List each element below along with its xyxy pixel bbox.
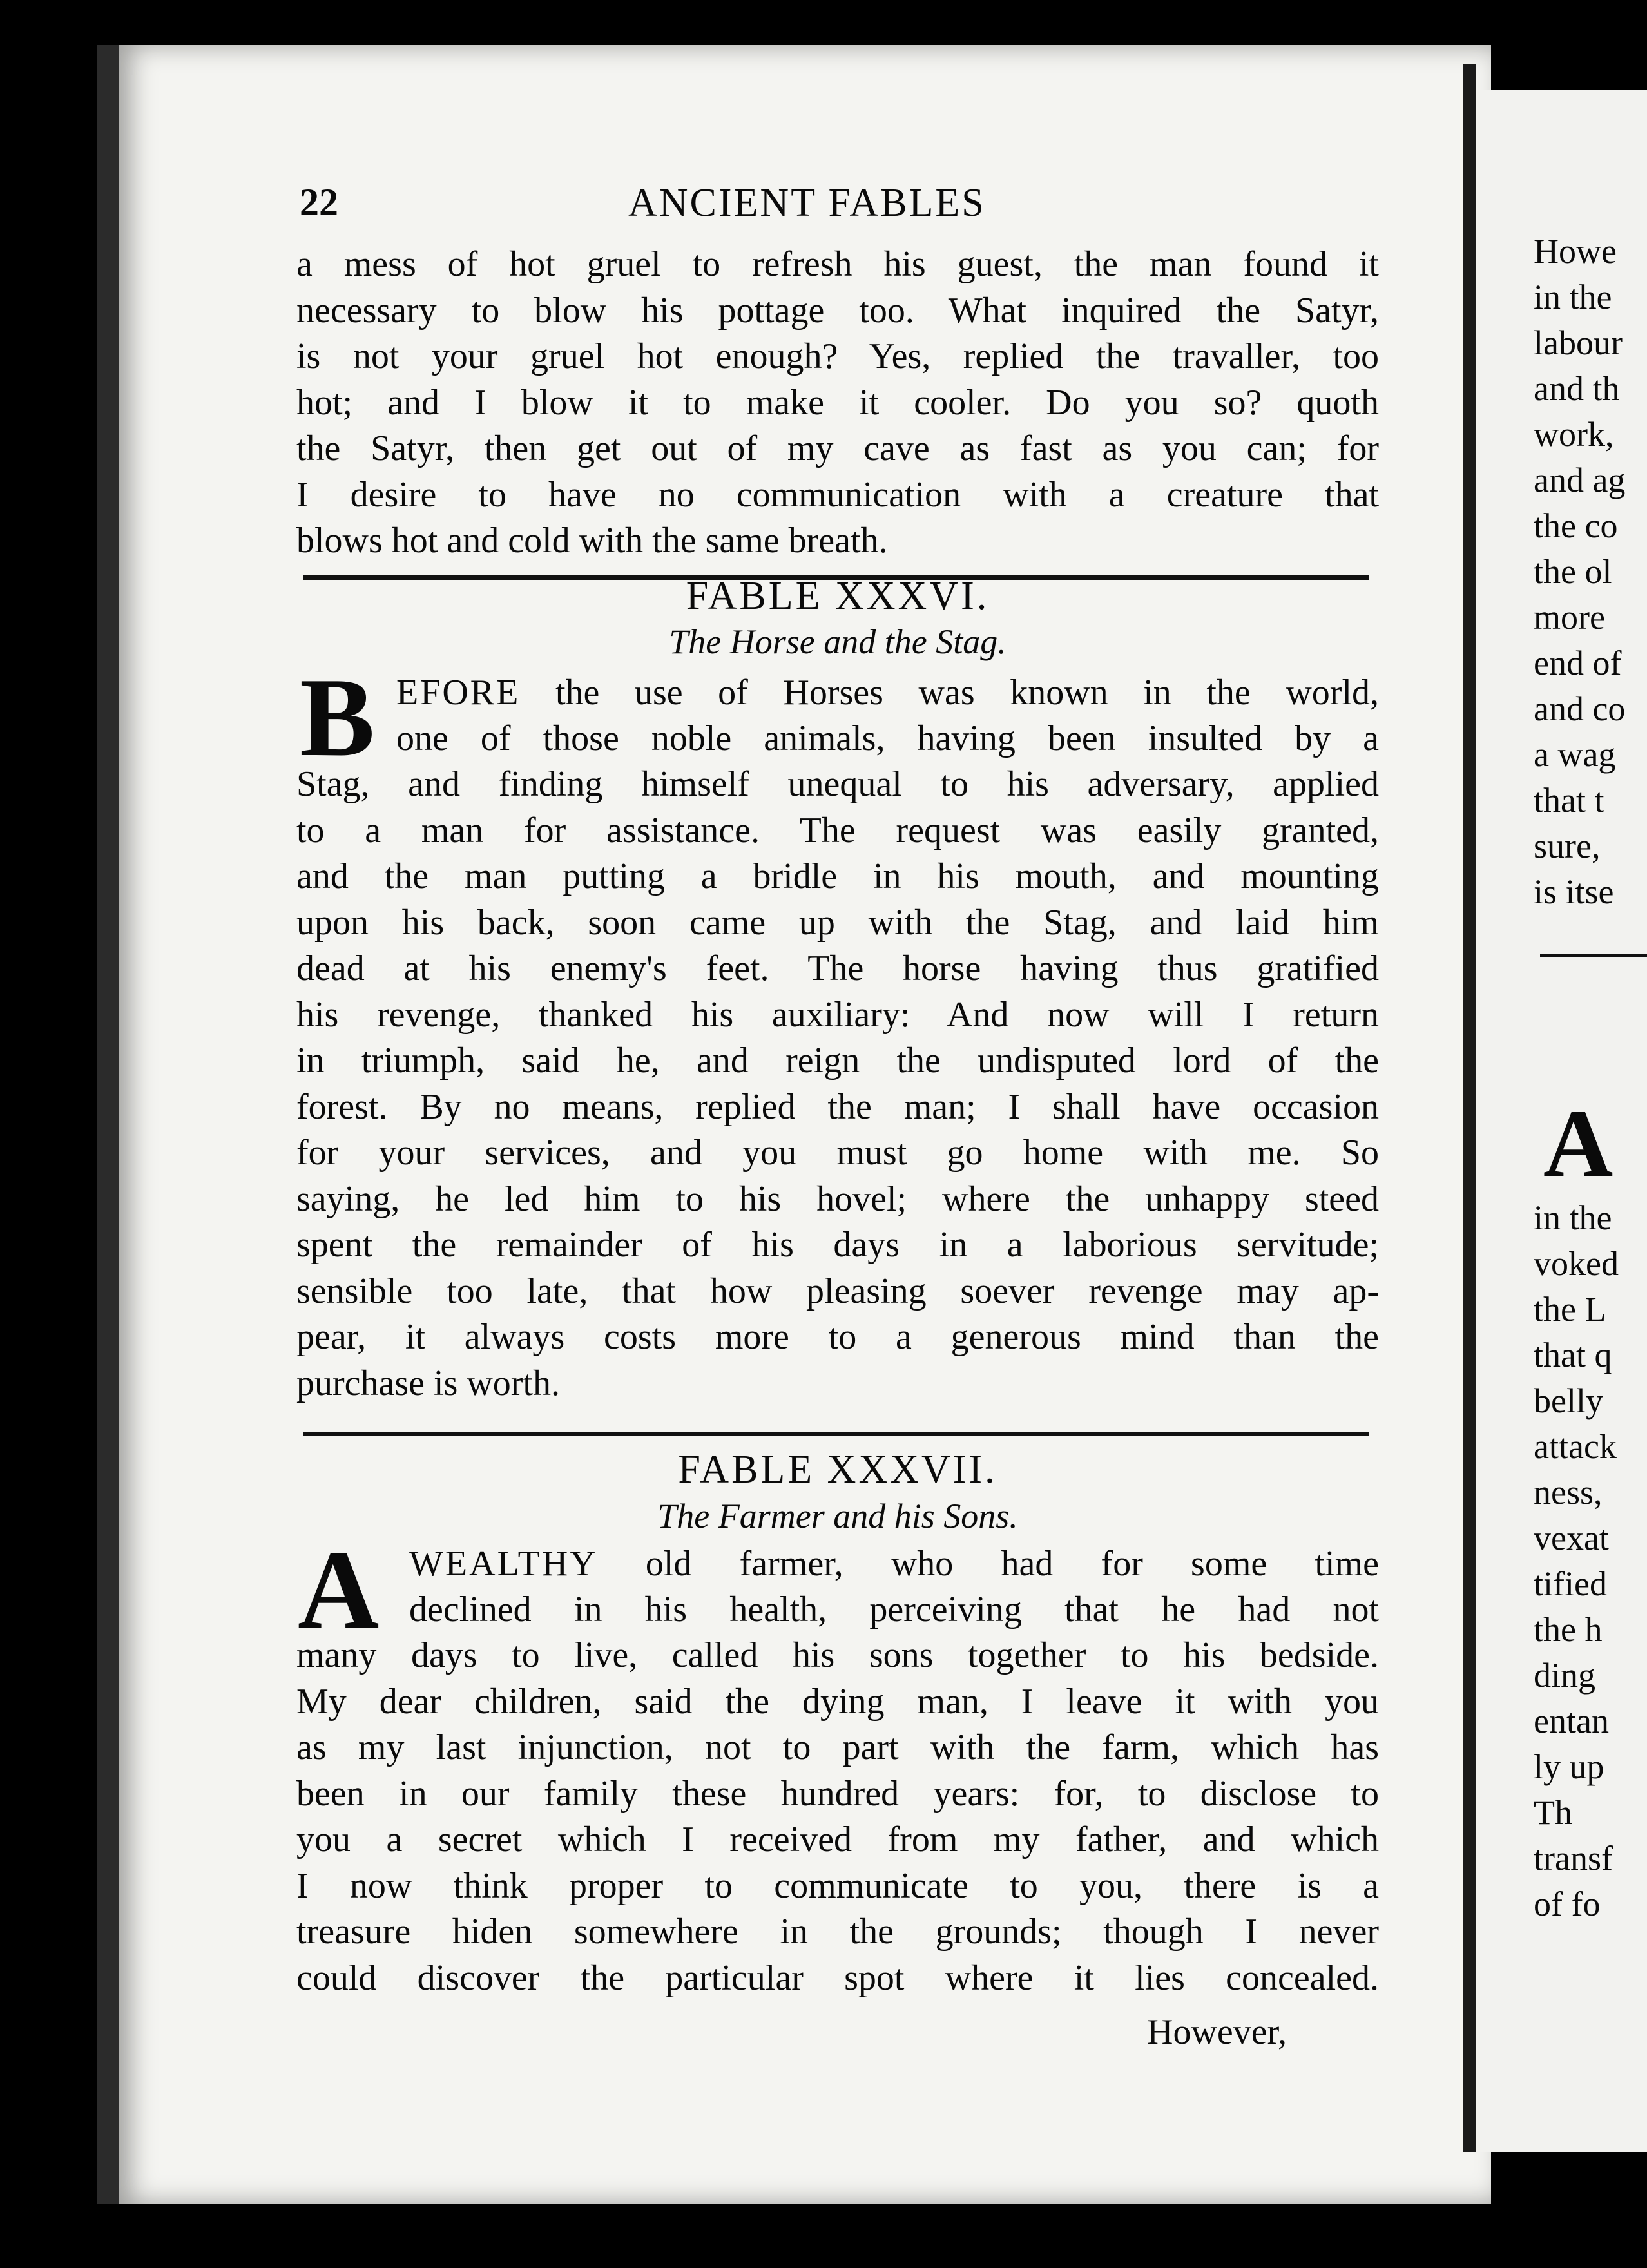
text-line: [409, 1541, 1379, 1588]
fable-subtitle: The Horse and the Stag.: [669, 622, 1006, 661]
right-page-bottom-text: [1534, 1195, 1647, 1927]
text-line: work,: [1534, 415, 1614, 454]
fable-title: FABLE XXXVII.: [678, 1448, 997, 1492]
text-line: end of: [1534, 644, 1622, 682]
text-line: spent the remainder of his days in a laborious servitude;: [296, 1225, 1379, 1265]
text-line: and th: [1534, 369, 1620, 408]
text-line: you a secret which I received from my father, and which: [296, 1820, 1379, 1860]
text-line: a wag: [1534, 735, 1616, 774]
text-line: one of those noble animals, having been insulted by a: [396, 718, 1379, 758]
text-line: could discover the particular spot where it lies concealed.: [296, 1957, 1379, 1998]
text-line: voked: [1534, 1244, 1619, 1283]
text-line: forest. By no means, replied the man; I shall have occasion: [296, 1086, 1379, 1127]
text-line: treasure hiden somewhere in the grounds; though I never: [296, 1912, 1379, 1952]
text-line: and co: [1534, 689, 1626, 728]
section-divider: [1540, 954, 1647, 957]
fable-second-line: [409, 1587, 1379, 1633]
text-line: and the man putting a bridle in his mouth, and mounting: [296, 856, 1379, 896]
text-line: entan: [1534, 1702, 1609, 1740]
text-line: My dear children, said the dying man, I leave it with you: [296, 1681, 1379, 1722]
drop-cap: A: [1543, 1090, 1613, 1197]
book-gutter: [1463, 64, 1476, 2152]
text-line: attack: [1534, 1427, 1617, 1466]
drop-cap: B: [300, 655, 375, 780]
text-line: pear, it always costs more to a generous mind than the: [296, 1317, 1379, 1357]
text-line: hot; and I blow it to make it cooler. Do you so? quoth: [296, 382, 1379, 423]
text-line: that q: [1534, 1336, 1612, 1374]
text-line: a mess of hot gruel to refresh his guest, the man found it: [296, 244, 1379, 284]
first-line-rest: old farmer, who had for some time: [645, 1544, 1379, 1584]
text-line: the co: [1534, 506, 1618, 545]
fable-first-line: [396, 670, 1379, 716]
text-line: vexat: [1534, 1519, 1609, 1557]
fable-body: [296, 762, 1379, 1407]
text-line: I desire to have no communication with a creature that: [296, 474, 1379, 515]
text-line: labour: [1534, 323, 1623, 362]
text-line: been in our family these hundred years: for, to disclose to: [296, 1773, 1379, 1814]
text-line: blows hot and cold with the same breath.: [296, 521, 888, 561]
fable-first-line: [409, 1541, 1379, 1588]
fable-title: FABLE XXXVI.: [686, 574, 990, 618]
text-line: Howe: [1534, 232, 1617, 271]
fable-subtitle: The Farmer and his Sons.: [657, 1497, 1018, 1535]
text-line: transf: [1534, 1839, 1613, 1878]
text-line: dead at his enemy's feet. The horse having thus gratified: [296, 948, 1379, 988]
text-line: is itse: [1534, 872, 1614, 911]
text-line: in the: [1534, 278, 1612, 316]
text-line: ness,: [1534, 1473, 1603, 1512]
section-divider: [303, 1432, 1369, 1436]
running-title: ANCIENT FABLES: [628, 181, 986, 225]
text-line: ly up: [1534, 1747, 1604, 1786]
text-line: I now think proper to communicate to you, there is a: [296, 1865, 1379, 1906]
text-line: the L: [1534, 1290, 1606, 1329]
text-line: in triumph, said he, and reign the undisputed lord of the: [296, 1041, 1379, 1081]
text-line: belly: [1534, 1381, 1603, 1420]
page-header: [300, 180, 1408, 232]
text-line: ding: [1534, 1656, 1596, 1695]
text-line: declined in his health, perceiving that he had not: [409, 1590, 1379, 1629]
first-line-rest: the use of Horses was known in the world,: [555, 673, 1380, 713]
text-line: many days to live, called his sons together to his bedside.: [296, 1635, 1379, 1675]
fable-body: [296, 1633, 1379, 2001]
text-line: and ag: [1534, 461, 1626, 499]
text-line: in the: [1534, 1198, 1612, 1237]
text-line: that t: [1534, 781, 1604, 820]
first-word: EFORE: [396, 673, 521, 713]
fable-second-line: [396, 716, 1379, 762]
first-word: WEALTHY: [409, 1544, 598, 1584]
page-number: 22: [300, 181, 338, 224]
text-line: of fo: [1534, 1885, 1601, 1923]
text-line: to a man for assistance. The request was easily granted,: [296, 810, 1379, 850]
text-line: [396, 670, 1379, 716]
text-line: more: [1534, 598, 1605, 637]
top-paragraph: [296, 242, 1379, 564]
text-line: tified: [1534, 1564, 1607, 1603]
text-line: Stag, and finding himself unequal to his adversary, applied: [296, 764, 1379, 804]
text-line: sure,: [1534, 827, 1601, 865]
text-line: upon his back, soon came up with the Stag, and laid him: [296, 902, 1379, 943]
text-line: the Satyr, then get out of my cave as fast as you can; for: [296, 428, 1379, 468]
text-line: sensible too late, that how pleasing soever revenge may ap-: [296, 1271, 1379, 1311]
text-line: for your services, and you must go home with me. So: [296, 1133, 1379, 1173]
text-line: the ol: [1534, 552, 1612, 591]
right-page-top-text: [1534, 229, 1647, 915]
text-line: is not your gruel hot enough? Yes, replied the travaller, too: [296, 336, 1379, 376]
drop-cap: A: [298, 1527, 380, 1652]
text-line: Th: [1534, 1793, 1572, 1832]
text-line: the h: [1534, 1610, 1603, 1649]
catchword: However,: [1147, 2012, 1287, 2052]
text-line: as my last injunction, not to part with the farm, which has: [296, 1727, 1379, 1767]
text-line: his revenge, thanked his auxiliary: And now will I return: [296, 994, 1379, 1035]
text-line: saying, he led him to his hovel; where the unhappy steed: [296, 1178, 1379, 1219]
text-line: purchase is worth.: [296, 1363, 561, 1403]
text-line: necessary to blow his pottage too. What inquired the Satyr,: [296, 290, 1379, 331]
